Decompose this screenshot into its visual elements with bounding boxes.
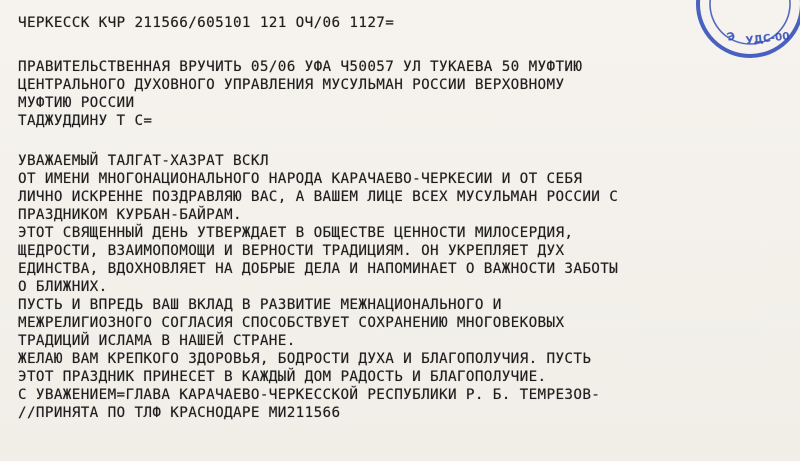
body-line: ЩЕДРОСТИ, ВЗАИМОПОМОЩИ И ВЕРНОСТИ ТРАДИЦИЯМ. ОН УКРЕПЛЯЕТ ДУХ — [18, 243, 565, 259]
address-line: ТАДЖУДДИНУ Т С= — [18, 113, 153, 129]
body-line: ОТ ИМЕНИ МНОГОНАЦИОНАЛЬНОГО НАРОДА КАРАЧАЕВО-ЧЕРКЕСИИ И ОТ СЕБЯ — [18, 171, 583, 187]
stamp-arc-text: Э — [725, 29, 737, 44]
stamp-graphic — [694, 0, 800, 60]
body-line: ТРАДИЦИЙ ИСЛАМА В НАШЕЙ СТРАНЕ. — [18, 333, 296, 349]
greeting-line: УВАЖАЕМЫЙ ТАЛГАТ-ХАЗРАТ ВСКЛ — [18, 153, 269, 169]
body-line: ЭТОТ ПРАЗДНИК ПРИНЕСЕТ В КАЖДЫЙ ДОМ РАДОСТЬ И БЛАГОПОЛУЧИЕ. — [18, 369, 547, 385]
address-line: ПРАВИТЕЛЬСТВЕННАЯ ВРУЧИТЬ 05/06 УФА Ч50057 УЛ ТУКАЕВА 50 МУФТИЮ — [18, 59, 583, 75]
telegram-header: ЧЕРКЕССК КЧР 211566/605101 121 ОЧ/06 1127= — [18, 15, 395, 31]
body-line: ПРАЗДНИКОМ КУРБАН-БАЙРАМ. — [18, 207, 242, 223]
body-line: ЭТОТ СВЯЩЕННЫЙ ДЕНЬ УТВЕРЖДАЕТ В ОБЩЕСТВЕ ЦЕННОСТИ МИЛОСЕРДИЯ, — [18, 225, 574, 241]
body-line: ЖЕЛАЮ ВАМ КРЕПКОГО ЗДОРОВЬЯ, БОДРОСТИ ДУХА И БЛАГОПОЛУЧИЯ. ПУСТЬ — [18, 351, 592, 367]
body-line: О БЛИЖНИХ. — [18, 279, 108, 295]
body-line: ЛИЧНО ИСКРЕННЕ ПОЗДРАВЛЯЮ ВАС, А ВАШЕМ ЛИЦЕ ВСЕХ МУСУЛЬМАН РОССИИ С — [18, 189, 619, 205]
address-line: ЦЕНТРАЛЬНОГО ДУХОВНОГО УПРАВЛЕНИЯ МУСУЛЬМАН РОССИИ ВЕРХОВНОМУ — [18, 77, 565, 93]
body-line: ЕДИНСТВА, ВДОХНОВЛЯЕТ НА ДОБРЫЕ ДЕЛА И НАПОМИНАЕТ О ВАЖНОСТИ ЗАБОТЫ — [18, 261, 619, 277]
address-line: МУФТИЮ РОССИИ — [18, 95, 135, 111]
postal-stamp — [694, 0, 800, 60]
body-line: ПУСТЬ И ВПРЕДЬ ВАШ ВКЛАД В РАЗВИТИЕ МЕЖНАЦИОНАЛЬНОГО И — [18, 297, 502, 313]
receipt-note: //ПРИНЯТА ПО ТЛФ КРАСНОДАРЕ МИ211566 — [18, 405, 341, 421]
stamp-code: УДС-00 — [745, 30, 791, 47]
body-line: МЕЖРЕЛИГИОЗНОГО СОГЛАСИЯ СПОСОБСТВУЕТ СОХРАНЕНИЮ МНОГОВЕКОВЫХ — [18, 315, 565, 331]
signature-line: С УВАЖЕНИЕМ=ГЛАВА КАРАЧАЕВО-ЧЕРКЕССКОЙ РЕСПУБЛИКИ Р. Б. ТЕМРЕЗОВ- — [18, 387, 601, 403]
